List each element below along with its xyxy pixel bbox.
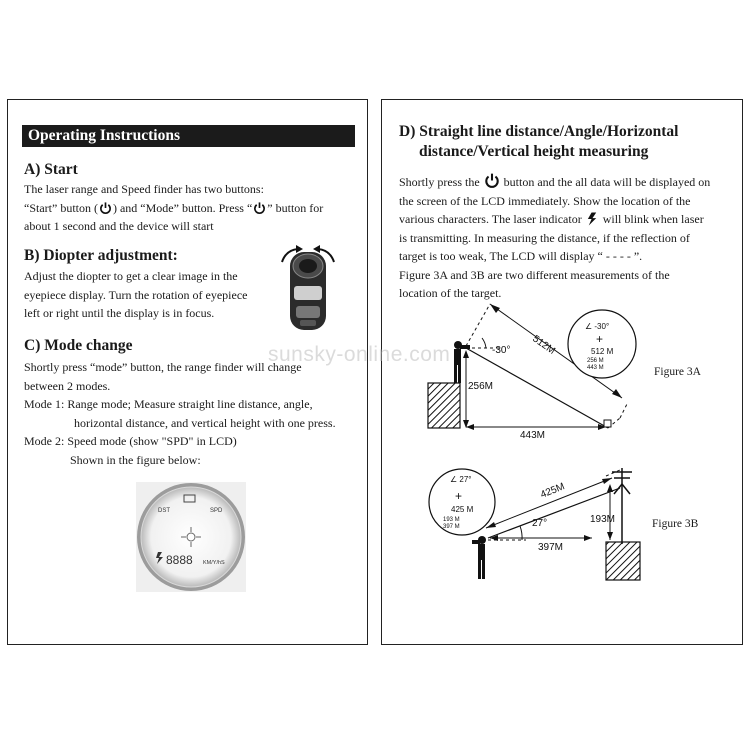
horizontal-distance-label: 397M xyxy=(538,542,564,553)
lcd-angle-reading: ∠ -30° xyxy=(585,322,610,331)
power-pole-icon xyxy=(612,468,632,544)
mode-line: between 2 modes. xyxy=(24,378,111,393)
lcd-small-reading: 397 M xyxy=(443,524,460,530)
figure-3a-label: Figure 3A xyxy=(654,366,701,378)
mode-line: Shown in the figure below: xyxy=(70,452,201,467)
lcd-main-reading: 512 M xyxy=(591,347,614,356)
lcd-digits: 8888 xyxy=(166,553,193,567)
angle-label: 27° xyxy=(532,518,548,529)
lcd-angle-reading: ∠ 27° xyxy=(450,475,472,484)
crosshair-icon: + xyxy=(596,332,604,346)
mode-line: Mode 2: Speed mode (show "SPD" in LCD) xyxy=(24,434,237,448)
operating-instructions-banner: Operating Instructions xyxy=(22,125,355,147)
lcd-dst-label: DST xyxy=(158,508,170,514)
watermark-text: sunsky-online.com xyxy=(268,343,451,366)
mode-line: Shortly press “mode” button, the range finder will change xyxy=(24,360,302,374)
figure-3b-label: Figure 3B xyxy=(652,518,699,530)
right-page xyxy=(381,99,743,645)
section-d-text xyxy=(399,172,710,303)
start-text xyxy=(24,180,323,236)
rangefinder-device-image xyxy=(276,244,340,332)
mode-line: horizontal distance, and vertical height with one press. xyxy=(74,415,336,430)
person-icon xyxy=(472,536,486,579)
building-icon xyxy=(606,542,640,580)
section-d-line: location of the target. xyxy=(399,286,502,300)
start-line-1: The laser range and Speed finder has two buttons: xyxy=(24,182,264,196)
diopter-text xyxy=(24,267,247,323)
section-d-line: Figure 3A and 3B are two different measurements of the xyxy=(399,267,670,282)
mode-change-heading: C) Mode change xyxy=(24,337,133,354)
target-marker xyxy=(604,420,611,427)
section-d-line: Shortly press the button and the all data will be displayed on xyxy=(399,172,710,192)
lcd-display-figure xyxy=(136,482,246,592)
mode-line: Mode 1: Range mode; Measure straight line distance, angle, xyxy=(24,397,313,411)
start-heading: A) Start xyxy=(24,161,78,178)
section-d-line: target is too weak, The LCD will display “ - - - - ”. xyxy=(399,249,643,263)
building-icon xyxy=(428,383,460,428)
start-line-2: “Start” button ( ) and “Mode” button. Press “ ” button for xyxy=(24,200,324,215)
lcd-unit: KM/Y/hS xyxy=(203,560,225,566)
diopter-line: Adjust the diopter to get a clear image in the xyxy=(24,269,238,283)
start-line-3: about 1 second and the device will start xyxy=(24,219,214,233)
horizontal-distance-label: 443M xyxy=(520,430,546,441)
section-d-title-line-1: D) Straight line distance/Angle/Horizontal xyxy=(399,123,679,140)
vertical-height-label: 193M xyxy=(590,514,616,525)
slant-distance-label: 425M xyxy=(539,481,567,501)
section-d-line: the screen of the LCD immediately. Show the location of the xyxy=(399,193,691,208)
lcd-spd-label: SPD xyxy=(210,508,223,514)
diopter-line: eyepiece display. Turn the rotation of eyepiece xyxy=(24,287,248,302)
diopter-heading: B) Diopter adjustment: xyxy=(24,247,178,264)
lcd-main-reading: 425 M xyxy=(451,505,474,514)
crosshair-icon: + xyxy=(455,489,463,503)
person-icon xyxy=(454,341,470,383)
lcd-small-reading: 256 M xyxy=(587,358,604,364)
mode-change-text xyxy=(24,358,336,469)
lcd-small-reading: 443 M xyxy=(587,365,604,371)
slant-distance-label: 512M xyxy=(530,333,558,357)
power-icon xyxy=(99,201,112,215)
power-icon xyxy=(253,201,266,215)
vertical-height-label: 256M xyxy=(468,381,494,392)
lcd-small-reading: 193 M xyxy=(443,517,460,523)
angle-label: -30° xyxy=(492,345,511,356)
section-d-title-line-2: distance/Vertical height measuring xyxy=(419,143,649,160)
diopter-line: left or right until the display is in focus. xyxy=(24,306,215,320)
left-page xyxy=(7,99,368,645)
power-icon xyxy=(484,172,500,189)
laser-indicator-icon xyxy=(586,212,599,226)
section-d-line: various characters. The laser indicator will blink when laser xyxy=(399,212,704,226)
section-d-line: is transmitting. In measuring the distance, if the reflection of xyxy=(399,230,690,245)
